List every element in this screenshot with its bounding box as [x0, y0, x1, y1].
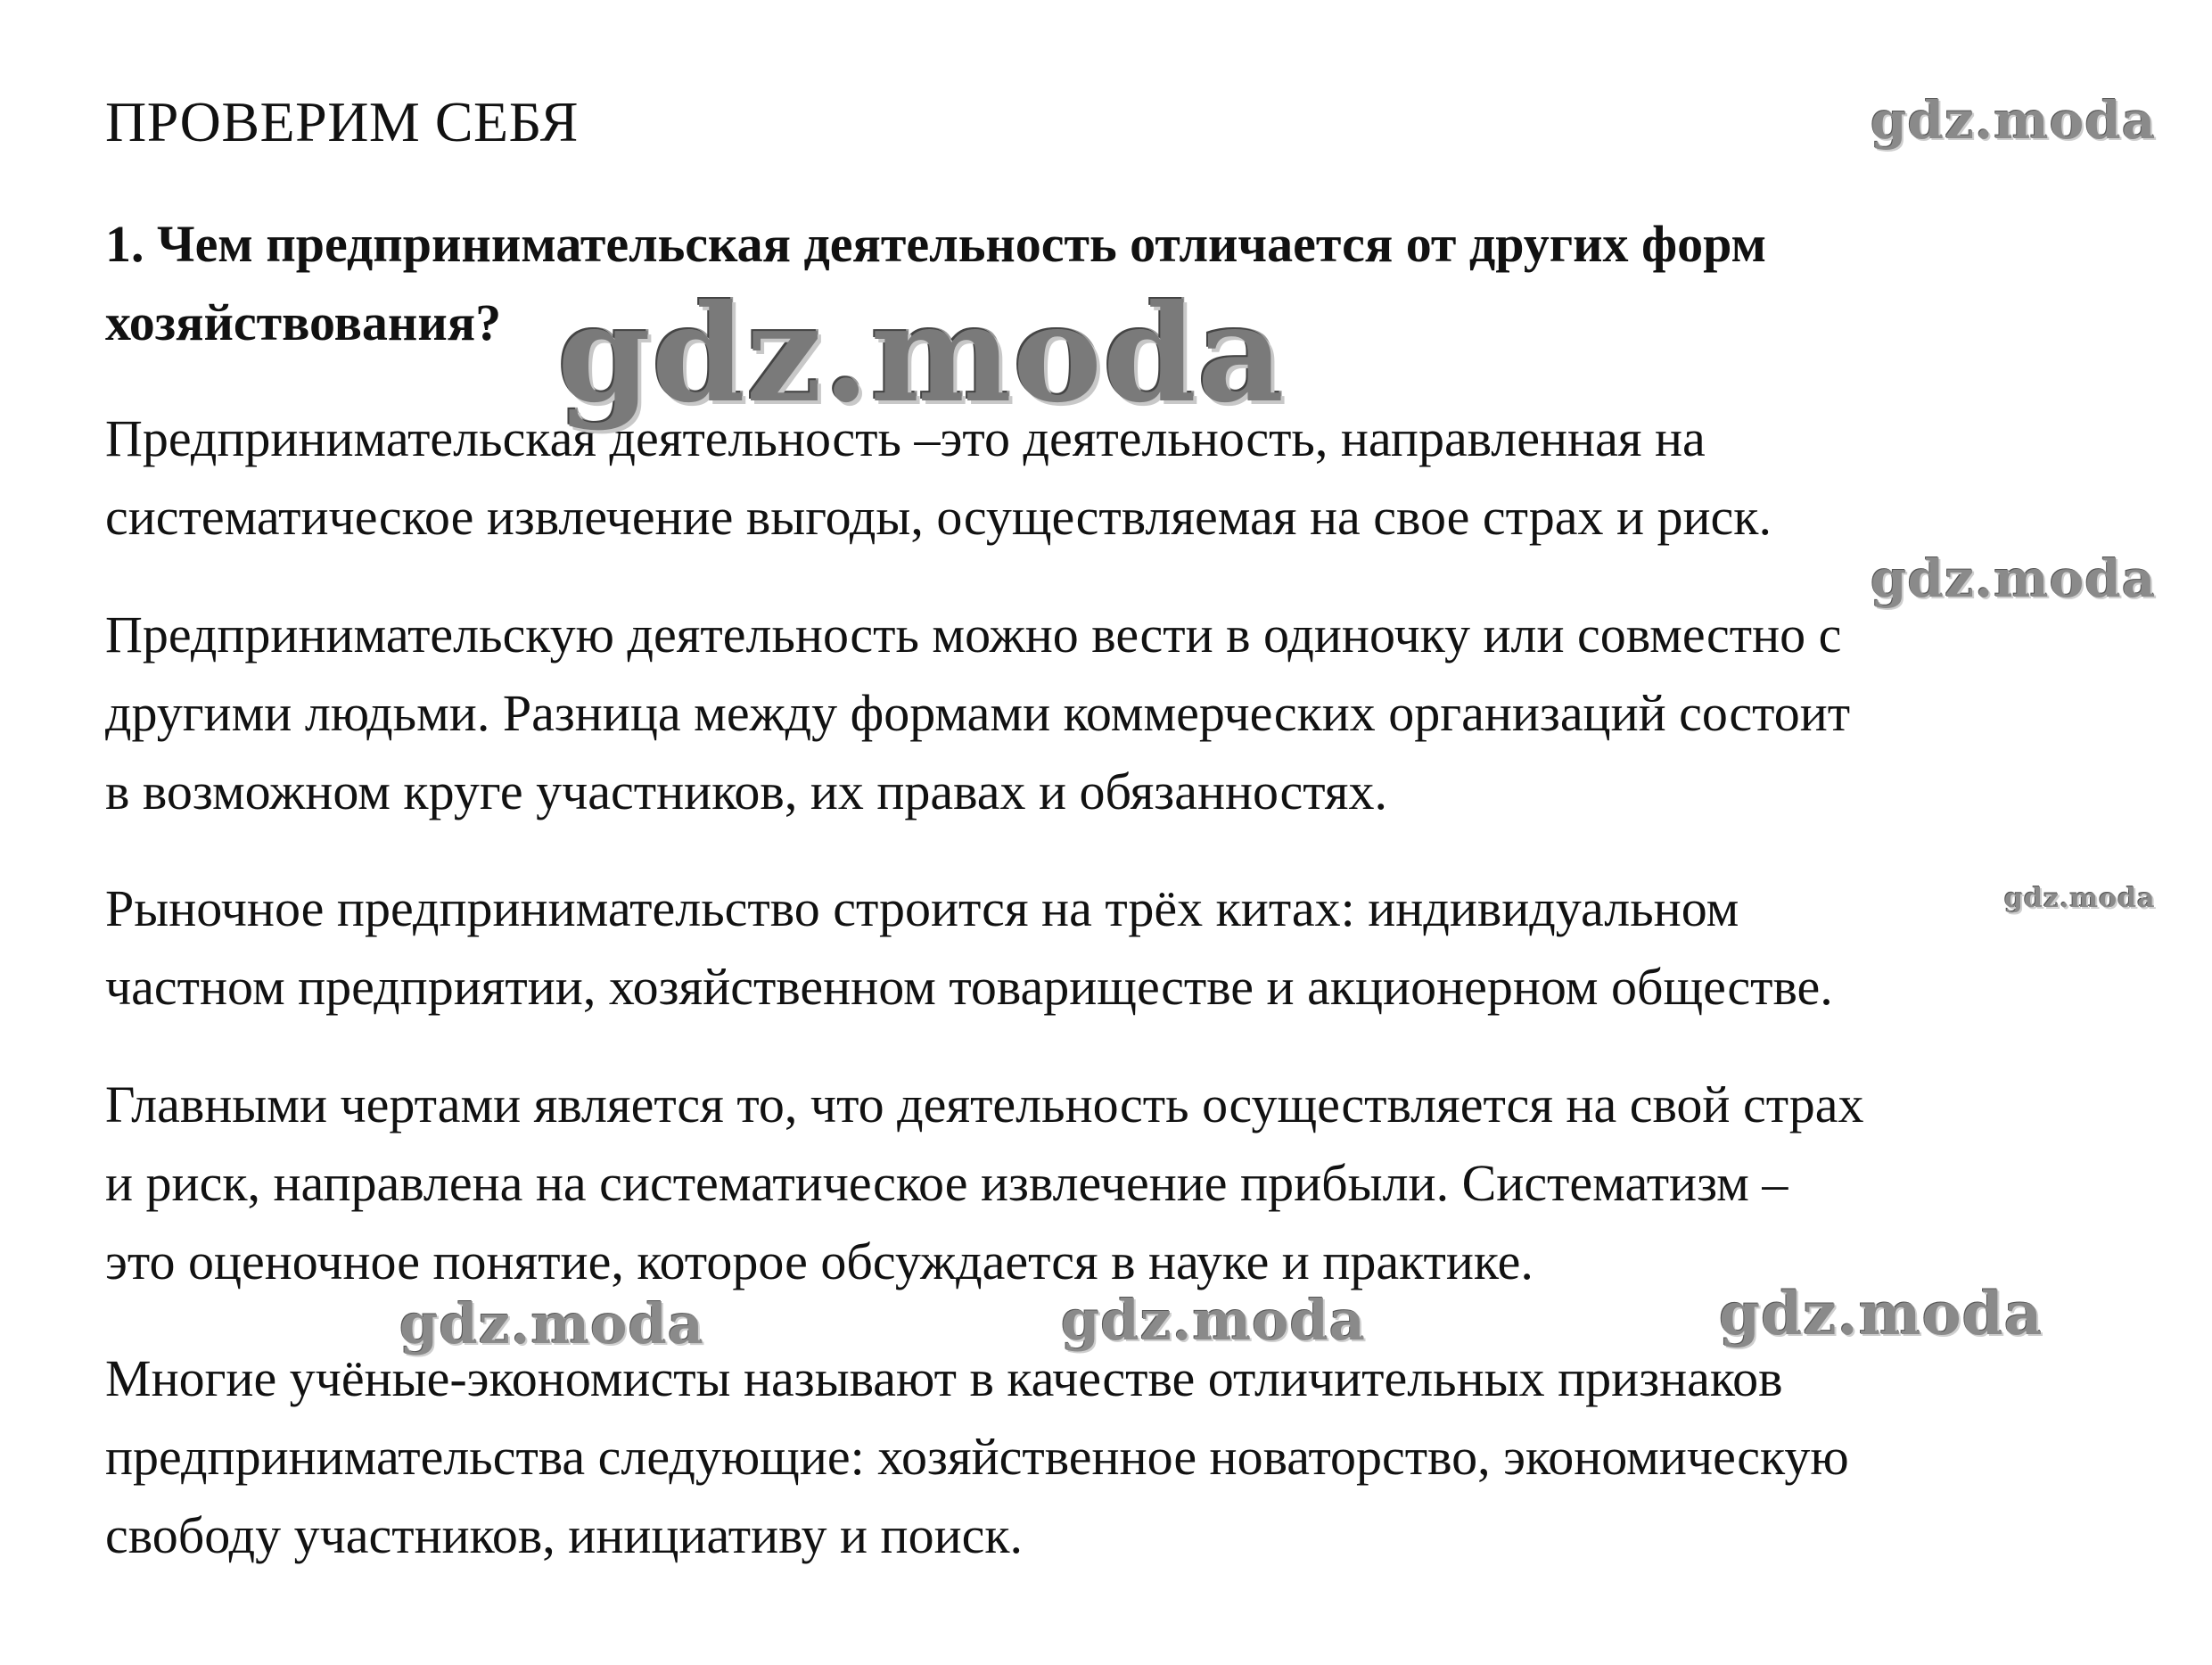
watermark-logo: gdz.moda [399, 1291, 704, 1356]
watermark-logo: gdz.moda [1871, 90, 2157, 151]
text-line: Многие учёные-экономисты называют в качестве отличительных признаков [105, 1349, 1783, 1407]
watermark-logo: gdz.moda [1871, 548, 2157, 609]
watermark-logo: gdz.moda [1719, 1279, 2043, 1348]
text-line: систематическое извлечение выгоды, осуществляемая на свое страх и риск. [105, 488, 1772, 546]
text-line: в возможном круге участников, их правах и обязанностях. [105, 762, 1387, 820]
watermark-logo: gdz.moda [1061, 1288, 1366, 1353]
text-line: предпринимательства следующие: хозяйственное новаторство, экономическую [105, 1428, 1849, 1486]
answer-paragraph-2 [105, 596, 2156, 831]
question-text: 1. Чем предпринимательская деятельность отличается от других форм хозяйствования? [105, 215, 1767, 351]
watermark-logo-large: gdz.moda [557, 276, 1286, 433]
text-line: Рыночное предпринимательство строится на трёх китах: индивидуальном [105, 879, 1739, 937]
answer-paragraph-4 [105, 1066, 2156, 1301]
text-line: это оценочное понятие, которое обсуждается в науке и практике. [105, 1232, 1534, 1290]
answer-paragraph-5 [105, 1339, 2156, 1575]
text-line: другими людьми. Разница между формами коммерческих организаций состоит [105, 684, 1851, 742]
text-line: свободу участников, инициативу и поиск. [105, 1506, 1024, 1564]
text-line: Предпринимательскую деятельность можно вести в одиночку или совместно с [105, 606, 1842, 664]
text-line: и риск, направлена на систематическое извлечение прибыли. Систематизм – [105, 1154, 1789, 1212]
text-line: Главными чертами является то, что деятельность осуществляется на свой страх [105, 1076, 1864, 1133]
answer-paragraph-3 [105, 870, 2156, 1026]
section-heading: ПРОВЕРИМ СЕБЯ [105, 90, 579, 153]
watermark-logo-small: gdz.moda [2004, 883, 2156, 914]
text-line: Предпринимательская деятельность –это деятельность, направленная на [105, 409, 1706, 467]
text-line: частном предприятии, хозяйственном товариществе и акционерном обществе. [105, 958, 1833, 1016]
